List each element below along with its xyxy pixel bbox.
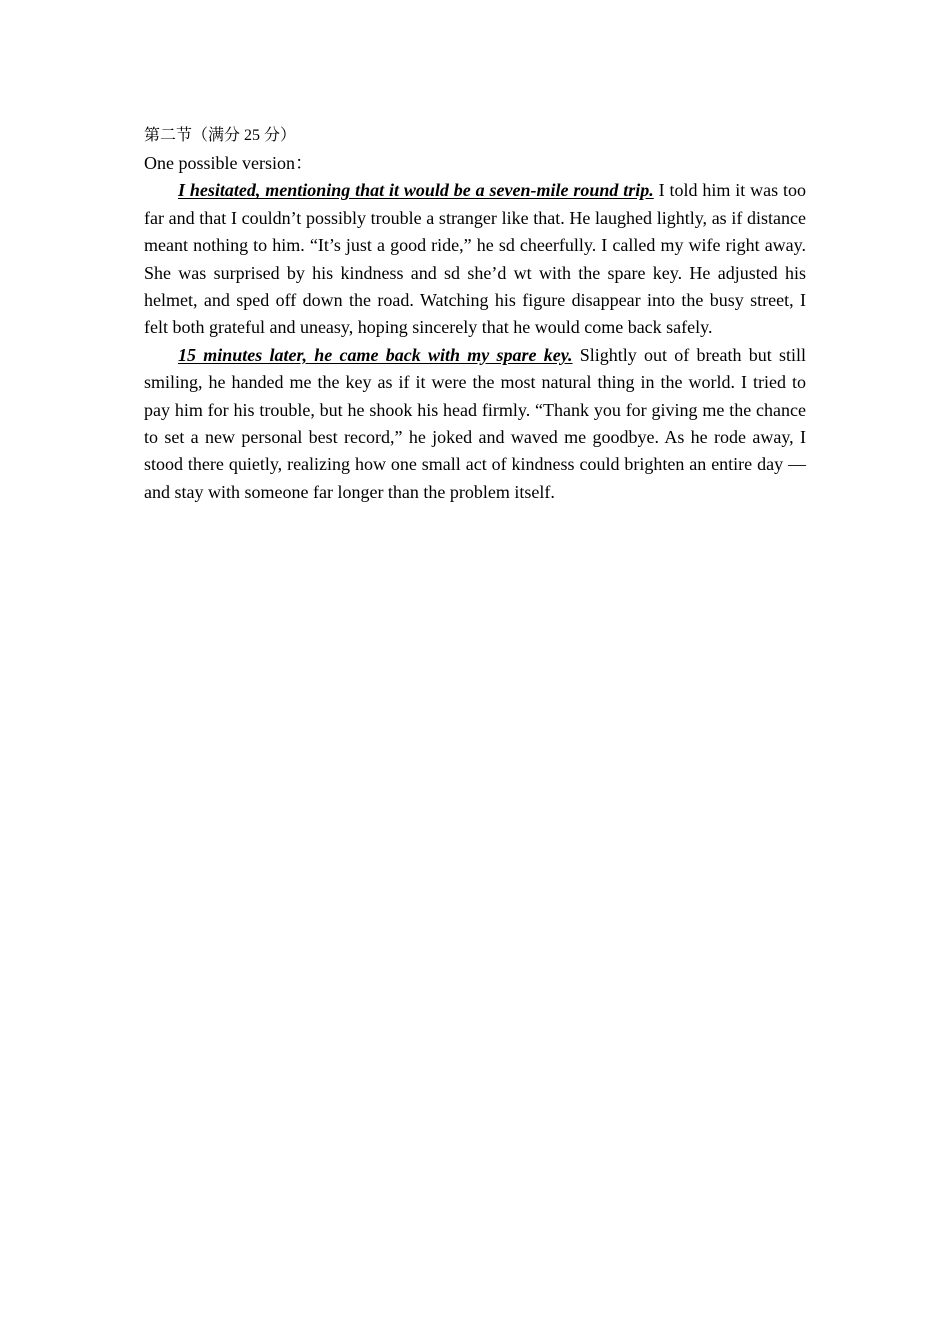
- intro-line: One possible version：: [144, 153, 313, 173]
- paragraph-1: [144, 177, 806, 341]
- paragraph-2: [144, 342, 806, 506]
- section-heading: 第二节（满分 25 分）: [144, 127, 297, 144]
- paragraph-2-lead-sentence: 15 minutes later, he came back with my spare key.: [178, 344, 573, 365]
- paragraph-1-lead-sentence: I hesitated, mentioning that it would be a seven-mile round trip.: [178, 180, 654, 201]
- paragraph-2-body: Slightly out of breath but still smiling, he handed me the key as if it were the most natural thing in the world. I tried to pay him for his trouble, but he shook his head firmly. “Thank you for giving me the chance to set a new personal best record,” he joked and waved me goodbye. As he rode away, I stood there quietly, realizing how one small act of kindness could brighten an entire day — and stay with someone far longer than the problem itself.: [144, 344, 806, 502]
- paragraph-1-body: I told him it was too far and that I couldn’t possibly trouble a stranger like that. He laughed lightly, as if distance meant nothing to him. “It’s just a good ride,” he sd cheerfully. I called my wife right away. She was surprised by his kindness and sd she’d wt with the spare key. He adjusted his helmet, and sped off down the road. Watching his figure disappear into the busy street, I felt both grateful and uneasy, hoping sincerely that he would come back safely.: [144, 180, 806, 338]
- document-page: [144, 122, 806, 506]
